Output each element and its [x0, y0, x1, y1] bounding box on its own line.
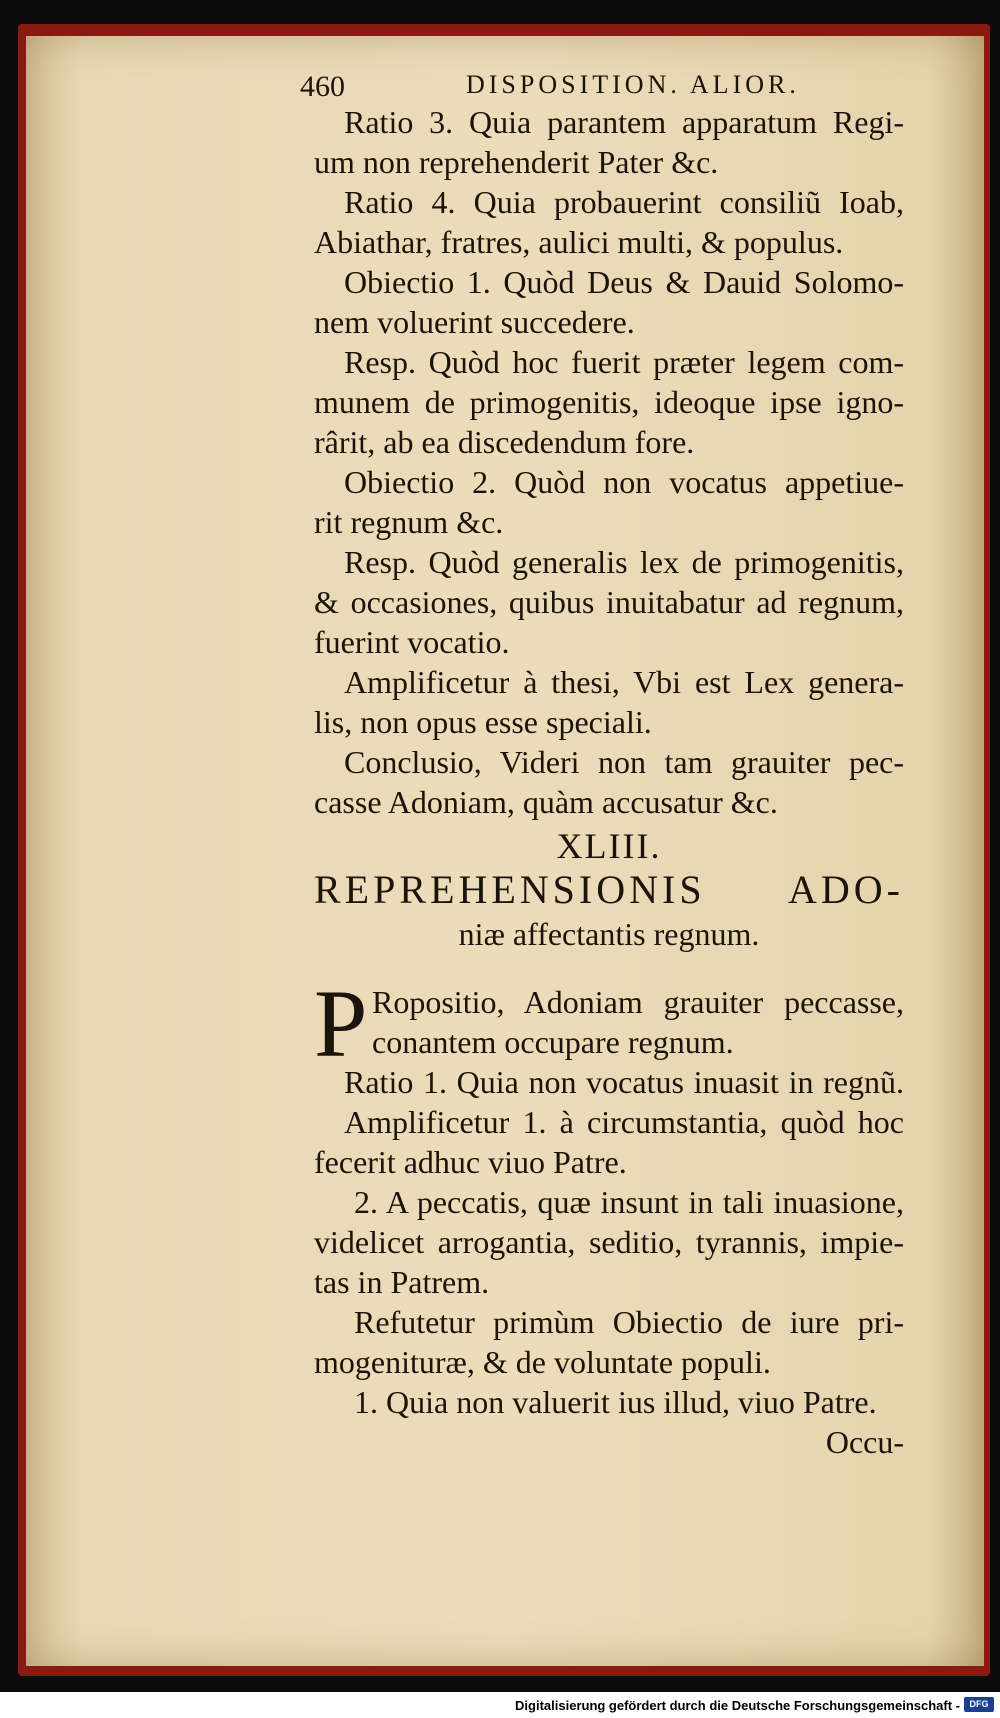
- text-line: & occasiones, quibus inuitabatur ad regnum,: [314, 584, 904, 620]
- text-line: fecerit adhuc viuo Patre.: [314, 1144, 627, 1180]
- book-page: [26, 36, 984, 1666]
- dropcap-letter: P: [314, 970, 368, 1077]
- text-line: mogenituræ, & de voluntate populi.: [314, 1344, 771, 1380]
- text-line: Ratio 3. Quia parantem apparatum Regi-: [344, 104, 904, 140]
- text-line: rârit, ab ea discedendum fore.: [314, 424, 695, 460]
- section-number: XLIII.: [556, 826, 662, 866]
- text-line: 1. Quia non valuerit ius illud, viuo Patre.: [354, 1384, 877, 1420]
- section-title: REPREHENSIONIS ADO-: [314, 867, 904, 912]
- catchword: Occu-: [825, 1424, 904, 1460]
- dropcap-paragraph: [314, 970, 904, 1077]
- page-header: [26, 66, 984, 106]
- text-line: munem de primogenitis, ideoque ipse igno-: [314, 384, 904, 420]
- text-line: Obiectio 1. Quòd Deus & Dauid Solomo-: [344, 264, 904, 300]
- text-line: Abiathar, fratres, aulici multi, & populus.: [314, 224, 844, 260]
- text-line: casse Adoniam, quàm accusatur &c.: [314, 784, 778, 820]
- text-line: Refutetur primùm Obiectio de iure pri-: [354, 1304, 904, 1340]
- text-line: 2. A peccatis, quæ insunt in tali inuasione,: [354, 1184, 904, 1220]
- text-line: nem voluerint succedere.: [314, 304, 635, 340]
- text-line: Ratio 1. Quia non vocatus inuasit in regnũ.: [344, 1064, 904, 1100]
- text-line: fuerint vocatio.: [314, 624, 510, 660]
- dfg-logo-icon: DFG: [964, 1697, 994, 1712]
- text-line: rit regnum &c.: [314, 504, 504, 540]
- text-line: conantem occupare regnum.: [372, 1024, 734, 1060]
- text-line: Amplificetur 1. à circumstantia, quòd hoc: [344, 1104, 904, 1140]
- text-line: lis, non opus esse speciali.: [314, 704, 652, 740]
- footer-credit: Digitalisierung gefördert durch die Deutsche Forschungsgemeinschaft -: [515, 1698, 960, 1713]
- running-head: DISPOSITION. ALIOR.: [466, 70, 800, 99]
- text-line: Resp. Quòd hoc fuerit præter legem com-: [344, 344, 904, 380]
- text-line: Conclusio, Videri non tam grauiter pec-: [344, 744, 904, 780]
- text-line: Obiectio 2. Quòd non vocatus appetiue-: [344, 464, 904, 500]
- page-body: [314, 102, 904, 1462]
- text-line: um non reprehenderit Pater &c.: [314, 144, 719, 180]
- text-line: Amplificetur à thesi, Vbi est Lex genera-: [344, 664, 904, 700]
- text-line: Resp. Quòd generalis lex de primogenitis,: [344, 544, 904, 580]
- digitization-footer: [0, 1692, 1000, 1718]
- text-line: videlicet arrogantia, seditio, tyrannis, impie-: [314, 1224, 904, 1260]
- page-number: 460: [300, 70, 345, 103]
- text-line: Ropositio, Adoniam grauiter peccasse,: [372, 984, 904, 1020]
- text-line: Ratio 4. Quia probauerint consiliũ Ioab,: [344, 184, 904, 220]
- section-subtitle: niæ affectantis regnum.: [458, 916, 760, 952]
- text-line: tas in Patrem.: [314, 1264, 490, 1300]
